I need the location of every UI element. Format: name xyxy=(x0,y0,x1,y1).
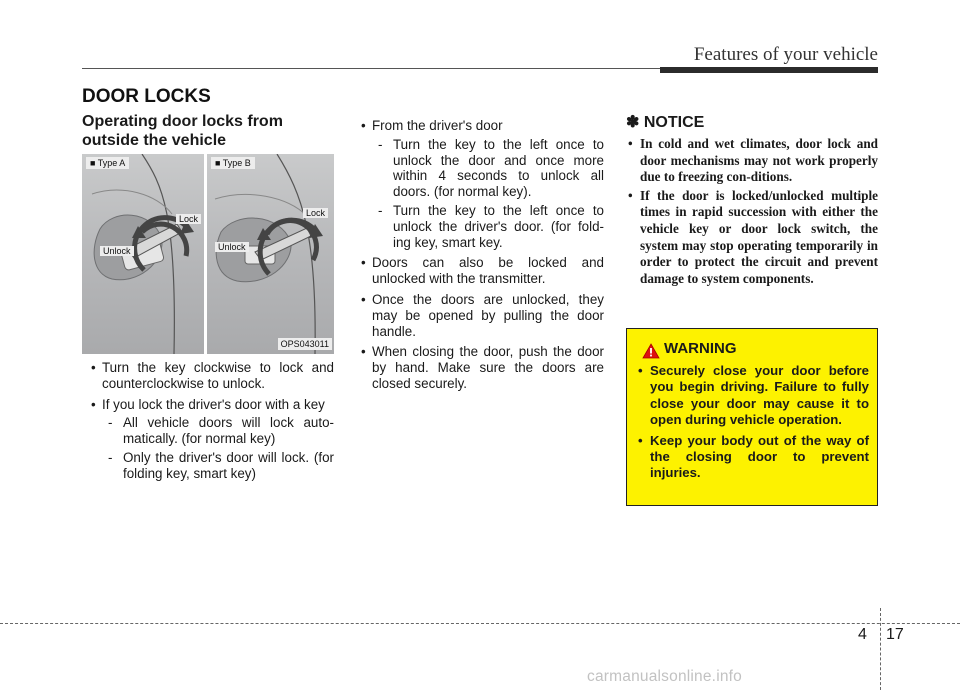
warning-item: • Securely close your door before you begin driving. Failure to fully close your door may cause it to open during vehicle operation. xyxy=(638,363,869,428)
sub-list-item: - Only the driver's door will lock. (for folding key, smart key) xyxy=(108,449,334,481)
unlock-label-a: Unlock xyxy=(100,246,134,256)
warning-title: WARNING xyxy=(664,340,737,357)
page-number: 17 xyxy=(886,626,904,643)
figure-panel-type-b xyxy=(207,154,334,354)
figure-code: OPS043011 xyxy=(278,338,332,350)
subsection-title: Operating door locks from outside the vehicle xyxy=(82,113,283,149)
header-bar xyxy=(660,67,878,73)
sub-list-item: - Turn the key to the left once to unlock the door and once more within 4 seconds to unlock all doors. (for normal key). xyxy=(378,136,604,200)
column-2-text xyxy=(358,118,604,397)
warning-box xyxy=(626,328,878,506)
running-header: Features of your vehicle xyxy=(693,44,878,65)
unlock-label-b: Unlock xyxy=(215,242,249,252)
list-item: • If you lock the driver's door with a key - All vehicle doors will lock auto-matically. (for normal key) - Only the driver's door will lock. (for folding key, smart key) xyxy=(91,396,334,481)
warning-triangle-icon xyxy=(642,343,660,359)
figure-panel-type-a xyxy=(82,154,204,354)
type-b-label: ■ Type B xyxy=(211,157,255,169)
warning-list xyxy=(637,363,869,486)
header-rule xyxy=(82,68,660,69)
footer-rule xyxy=(0,623,960,624)
column-1-text xyxy=(88,360,334,487)
door-handle-illustration-b xyxy=(207,154,334,354)
warning-item: • Keep your body out of the way of the closing door to prevent injuries. xyxy=(638,432,869,481)
notice-item: • If the door is locked/unlocked multiple times in rapid succession with either the vehicle key or door lock switch, the system may stop operating temporarily in order to protect the circuit and prevent damage to system components. xyxy=(628,187,878,286)
sub-list-item: - Turn the key to the left once to unlock the driver's door. (for fold-ing key, smart key. xyxy=(378,202,604,250)
list-item: • Turn the key clockwise to lock and counterclockwise to unlock. xyxy=(91,360,334,391)
footer-divider xyxy=(880,608,881,690)
watermark: carmanualsonline.info xyxy=(587,668,742,685)
sub-list-item: - All vehicle doors will lock auto-matically. (for normal key) xyxy=(108,415,334,447)
lock-label-b: Lock xyxy=(303,208,328,218)
list-item: • When closing the door, push the door by hand. Make sure the doors are closed securely. xyxy=(361,344,604,391)
notice-item: • In cold and wet climates, door lock and door mechanisms may not work properly due to freezing con-ditions. xyxy=(628,136,878,185)
chapter-number: 4 xyxy=(858,626,867,643)
list-item: • Doors can also be locked and unlocked with the transmitter. xyxy=(361,255,604,287)
door-lock-figure xyxy=(82,154,334,354)
type-a-label: ■ Type A xyxy=(86,157,129,169)
section-title: DOOR LOCKS xyxy=(82,86,211,107)
list-item: • From the driver's door - Turn the key to the left once to unlock the door and once more within 4 seconds to unlock all doors. (for normal key). - Turn the key to the left once to unlock the driver's door. (for fold-ing key, smart key. xyxy=(361,118,604,250)
notice-title: ✽ NOTICE xyxy=(626,114,705,131)
lock-label-a: Lock xyxy=(176,214,201,224)
list-item: • Once the doors are unlocked, they may be opened by pulling the door handle. xyxy=(361,291,604,339)
notice-body xyxy=(626,136,878,289)
